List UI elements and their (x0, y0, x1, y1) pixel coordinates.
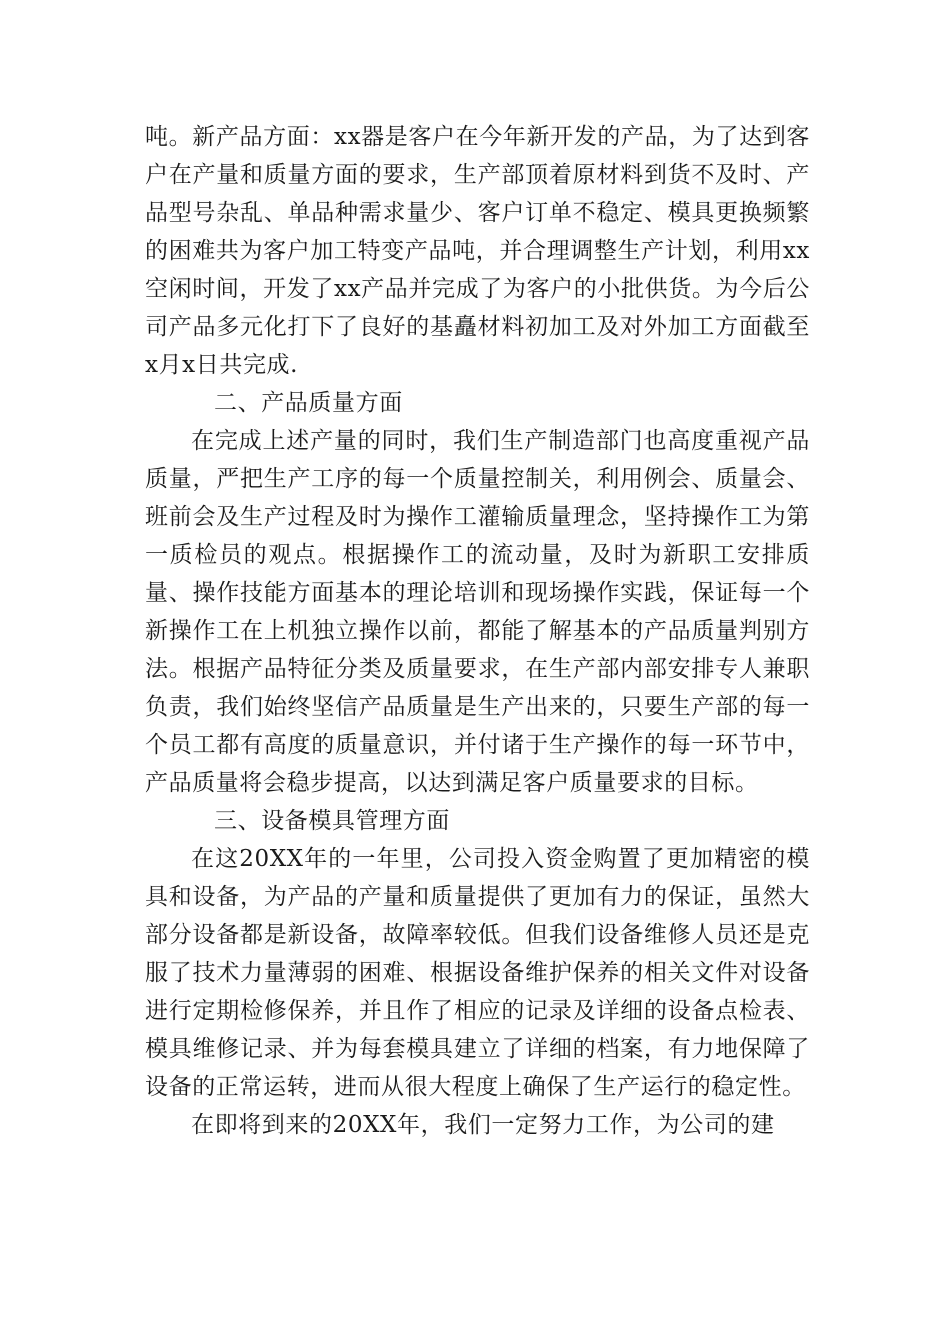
paragraph-equipment: 在这20XX年的一年里，公司投入资金购置了更加精密的模具和设备，为产品的产量和质量提供了更加有力的保证，虽然大部分设备都是新设备，故障率较低。但我们设备维修人员还是克服了技术力量薄弱的困难、根据设备维护保养的相关文件对设备进行定期检修保养，并且作了相应的记录及详细的设备点检表、模具维修记录、并为每套模具建立了详细的档案，有力地保障了设备的正常运转，进而从很大程度上确保了生产运行的稳定性。 (145, 846, 810, 1100)
paragraph-new-products: 吨。新产品方面：xx器是客户在今年新开发的产品，为了达到客户在产量和质量方面的要求，生产部顶着原材料到货不及时、产品型号杂乱、单品种需求量少、客户订单不稳定、模具更换频繁的困难共为客户加工特变产品吨，并合理调整生产计划，利用xx空闲时间，开发了xx产品并完成了为客户的小批供货。为今后公司产品多元化打下了良好的基矗材料初加工及对外加工方面截至x月x日共完成. (145, 124, 810, 378)
section-heading-equipment: 三、设备模具管理方面 (214, 808, 450, 834)
paragraph-quality: 在完成上述产量的同时，我们生产制造部门也高度重视产品质量，严把生产工序的每一个质量控制关，利用例会、质量会、班前会及生产过程及时为操作工灌输质量理念，坚持操作工为第一质检员的观点。根据操作工的流动量，及时为新职工安排质量、操作技能方面基本的理论培训和现场操作实践，保证每一个新操作工在上机独立操作以前，都能了解基本的产品质量判别方法。根据产品特征分类及质量要求，在生产部内部安排专人兼职负责，我们始终坚信产品质量是生产出来的，只要生产部的每一个员工都有高度的质量意识，并付诸于生产操作的每一环节中，产品质量将会稳步提高，以达到满足客户质量要求的目标。 (145, 428, 810, 796)
document-body (145, 118, 810, 1144)
paragraph-outlook: 在即将到来的20XX年，我们一定努力工作，为公司的建 (191, 1112, 775, 1138)
section-heading-quality: 二、产品质量方面 (214, 390, 403, 416)
